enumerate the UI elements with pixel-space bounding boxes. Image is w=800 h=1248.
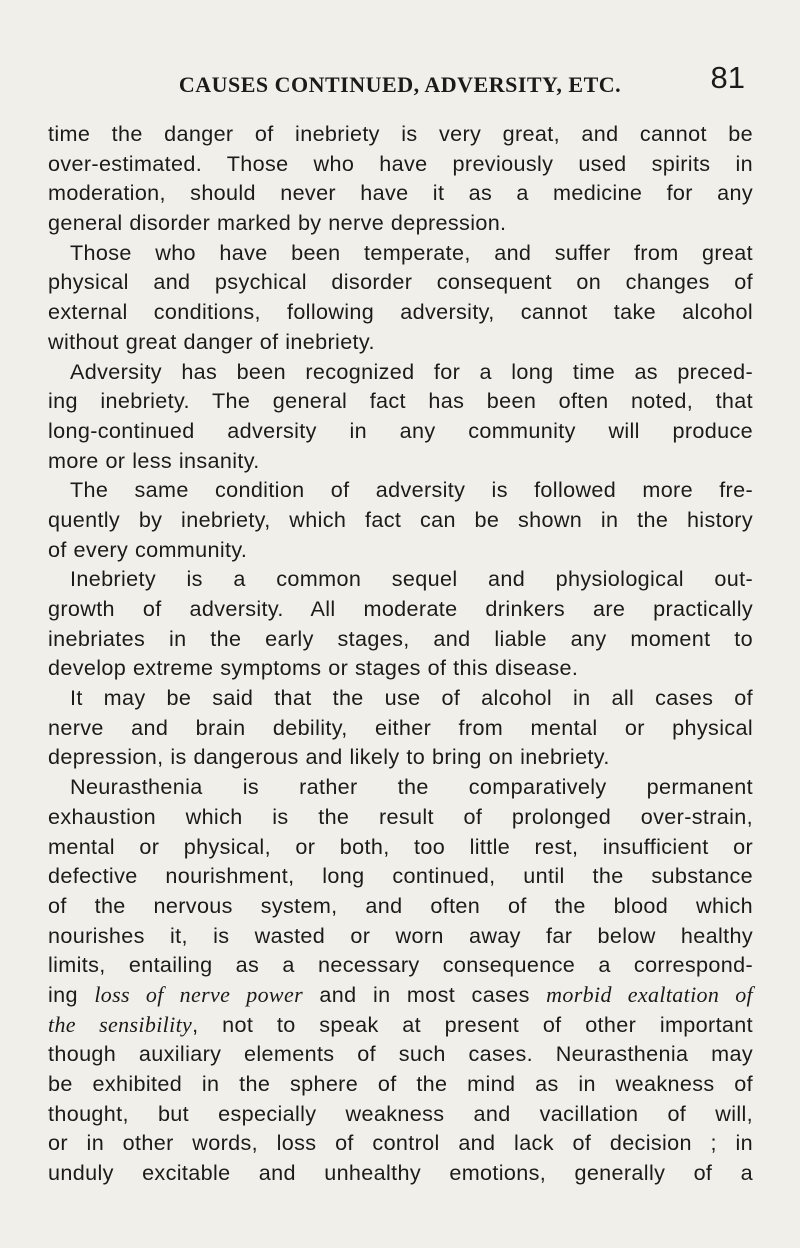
text-line: thought, but especially weakness and vacillation of will, (48, 1100, 753, 1126)
text-line: limits, entailing as a necessary consequence a correspond- (48, 952, 753, 978)
text-line: Neurasthenia is rather the comparatively permanent (70, 774, 753, 800)
text-line: quently by inebriety, which fact can be shown in the history (48, 506, 753, 532)
italic-phrase: the sensibility (48, 1011, 193, 1037)
text-line: of every community. (48, 536, 248, 562)
text-line: inebriates in the early stages, and liable any moment to (48, 625, 753, 651)
italic-phrase: morbid exaltation of (546, 981, 754, 1007)
page-number: 81 (710, 60, 745, 95)
text-line: nerve and brain debility, either from mental or physical (48, 714, 753, 740)
text-line: over-estimated. Those who have previously used spirits in (48, 150, 753, 176)
text-line: Adversity has been recognized for a long time as preced- (70, 358, 753, 384)
text-line: of the nervous system, and often of the blood which (48, 892, 753, 918)
italic-phrase: loss of nerve power (94, 981, 303, 1007)
text-line: mental or physical, or both, too little rest, insufficient or (48, 833, 753, 859)
text-line: be exhibited in the sphere of the mind as in weakness of (48, 1071, 753, 1096)
text-line: Those who have been temperate, and suffer from great (70, 239, 753, 265)
running-head (0, 60, 800, 100)
running-title: CAUSES CONTINUED, ADVERSITY, ETC. (178, 72, 622, 97)
text-line: growth of adversity. All moderate drinkers are practically (48, 596, 753, 621)
text-line: external conditions, following adversity, cannot take alcohol (48, 299, 753, 325)
text-line: moderation, should never have it as a medicine for any (48, 180, 753, 206)
text-line-with-italics (48, 1010, 753, 1040)
text-run: , not to speak at present of other important (192, 1011, 753, 1037)
text-line: general disorder marked by nerve depression. (48, 210, 507, 236)
text-run: and in most cases (302, 981, 547, 1007)
text-line: without great danger of inebriety. (48, 328, 375, 354)
text-line: develop extreme symptoms or stages of this disease. (48, 655, 579, 681)
text-line: though auxiliary elements of such cases. Neurasthenia may (48, 1041, 753, 1067)
text-line: The same condition of adversity is followed more fre- (70, 477, 753, 503)
text-line: defective nourishment, long continued, until the substance (48, 863, 753, 889)
text-line: It may be said that the use of alcohol in all cases of (70, 685, 753, 711)
text-line: long-continued adversity in any community will produce (48, 417, 753, 443)
text-run: ing (48, 981, 95, 1007)
text-line: unduly excitable and unhealthy emotions, generally of a (48, 1160, 753, 1186)
text-line: exhaustion which is the result of prolonged over-strain, (48, 803, 753, 829)
text-line: ing inebriety. The general fact has been often noted, that (48, 388, 753, 414)
text-line: time the danger of inebriety is very great, and cannot be (48, 121, 753, 146)
body-text (48, 119, 753, 1188)
text-line: Inebriety is a common sequel and physiological out- (70, 566, 753, 592)
text-line: depression, is dangerous and likely to bring on inebriety. (48, 744, 610, 770)
text-line: more or less insanity. (48, 447, 260, 473)
text-line: or in other words, loss of control and lack of decision ; in (48, 1130, 753, 1156)
text-line-with-italics (48, 980, 753, 1010)
text-line: physical and psychical disorder consequent on changes of (48, 269, 753, 295)
text-line: nourishes it, is wasted or worn away far below healthy (48, 922, 753, 948)
